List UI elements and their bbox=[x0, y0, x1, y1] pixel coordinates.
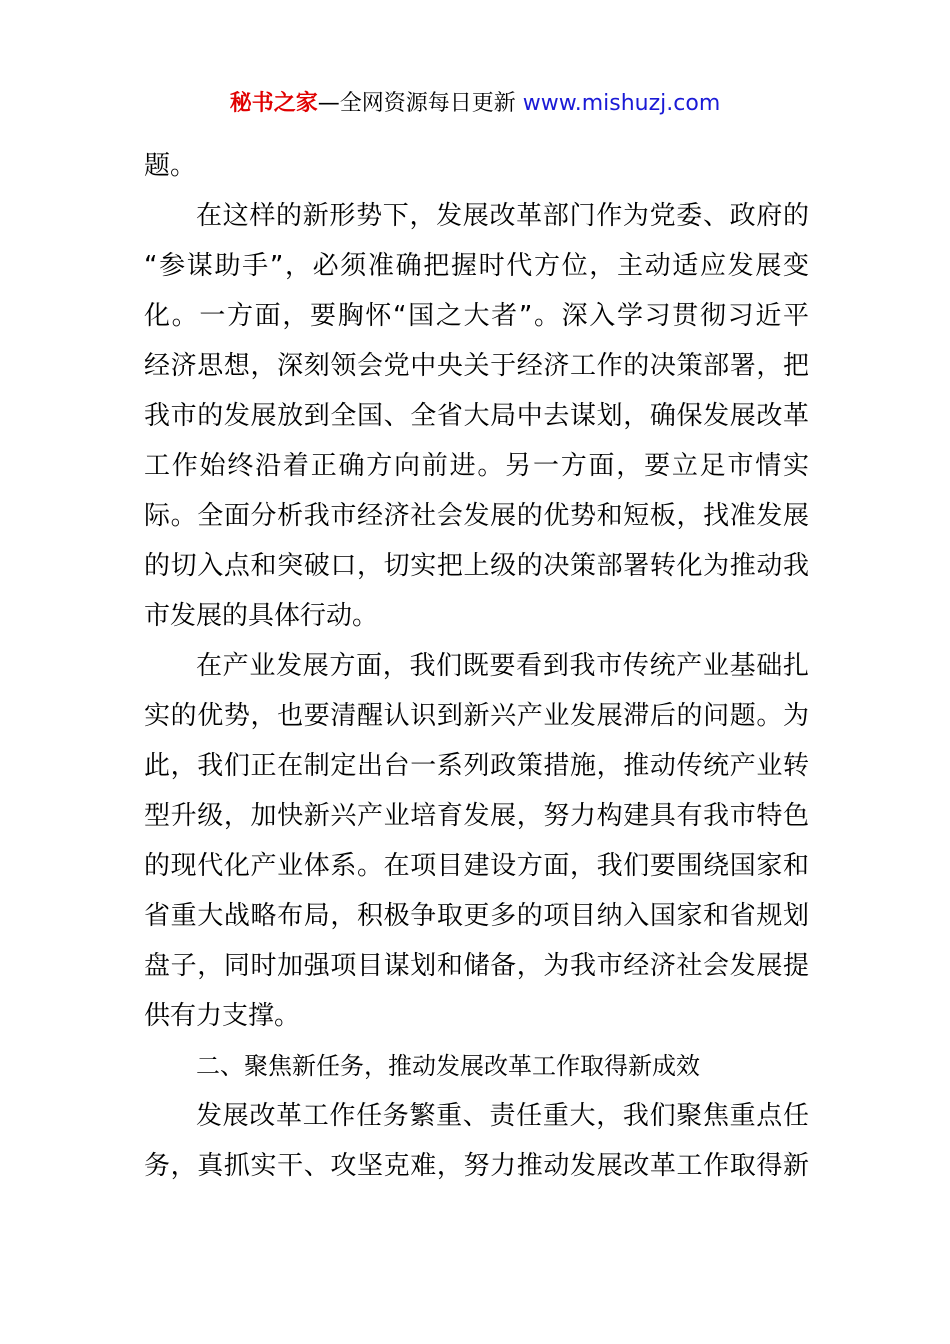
section-heading: 二、聚焦新任务，推动发展改革工作取得新成效 bbox=[196, 1052, 700, 1080]
text-line: 经济思想，深刻领会党中央关于经济工作的决策部署，把 bbox=[144, 351, 809, 381]
text-line: 题。 bbox=[144, 151, 197, 181]
text-line: 际。全面分析我市经济社会发展的优势和短板，找准发展 bbox=[144, 501, 809, 531]
paragraph-first-line: 发展改革工作任务繁重、责任重大，我们聚焦重点任 bbox=[196, 1101, 809, 1131]
text-line: 供有力支撑。 bbox=[144, 1001, 301, 1031]
text-line: 盘子，同时加强项目谋划和储备，为我市经济社会发展提 bbox=[144, 951, 809, 981]
text-line: 化。一方面，要胸怀“国之大者”。深入学习贯彻习近平 bbox=[144, 301, 809, 331]
text-line: 我市的发展放到全国、全省大局中去谋划，确保发展改革 bbox=[144, 401, 809, 431]
text-line: 此，我们正在制定出台一系列政策措施，推动传统产业转 bbox=[144, 751, 809, 781]
brand-name: 秘书之家 bbox=[229, 91, 318, 116]
text-line: 工作始终沿着正确方向前进。另一方面，要立足市情实 bbox=[144, 451, 809, 481]
document-body bbox=[144, 143, 809, 1193]
site-header bbox=[0, 88, 950, 120]
text-line: 市发展的具体行动。 bbox=[144, 601, 379, 631]
text-line: 的现代化产业体系。在项目建设方面，我们要围绕国家和 bbox=[144, 851, 809, 881]
text-line: 省重大战略布局，积极争取更多的项目纳入国家和省规划 bbox=[144, 901, 809, 931]
site-url-link[interactable]: www.mishuzj.com bbox=[522, 91, 721, 116]
paragraph-first-line: 在产业发展方面，我们既要看到我市传统产业基础扎 bbox=[196, 651, 809, 681]
text-line: “参谋助手”，必须准确把握时代方位，主动适应发展变 bbox=[144, 251, 809, 281]
header-tagline: —全网资源每日更新 bbox=[317, 91, 523, 116]
paragraph-first-line: 在这样的新形势下，发展改革部门作为党委、政府的 bbox=[196, 201, 809, 231]
text-line: 务，真抓实干、攻坚克难，努力推动发展改革工作取得新 bbox=[144, 1151, 809, 1181]
text-line: 型升级，加快新兴产业培育发展，努力构建具有我市特色 bbox=[144, 801, 809, 831]
text-line: 的切入点和突破口，切实把上级的决策部署转化为推动我 bbox=[144, 551, 809, 581]
text-line: 实的优势，也要清醒认识到新兴产业发展滞后的问题。为 bbox=[144, 701, 809, 731]
